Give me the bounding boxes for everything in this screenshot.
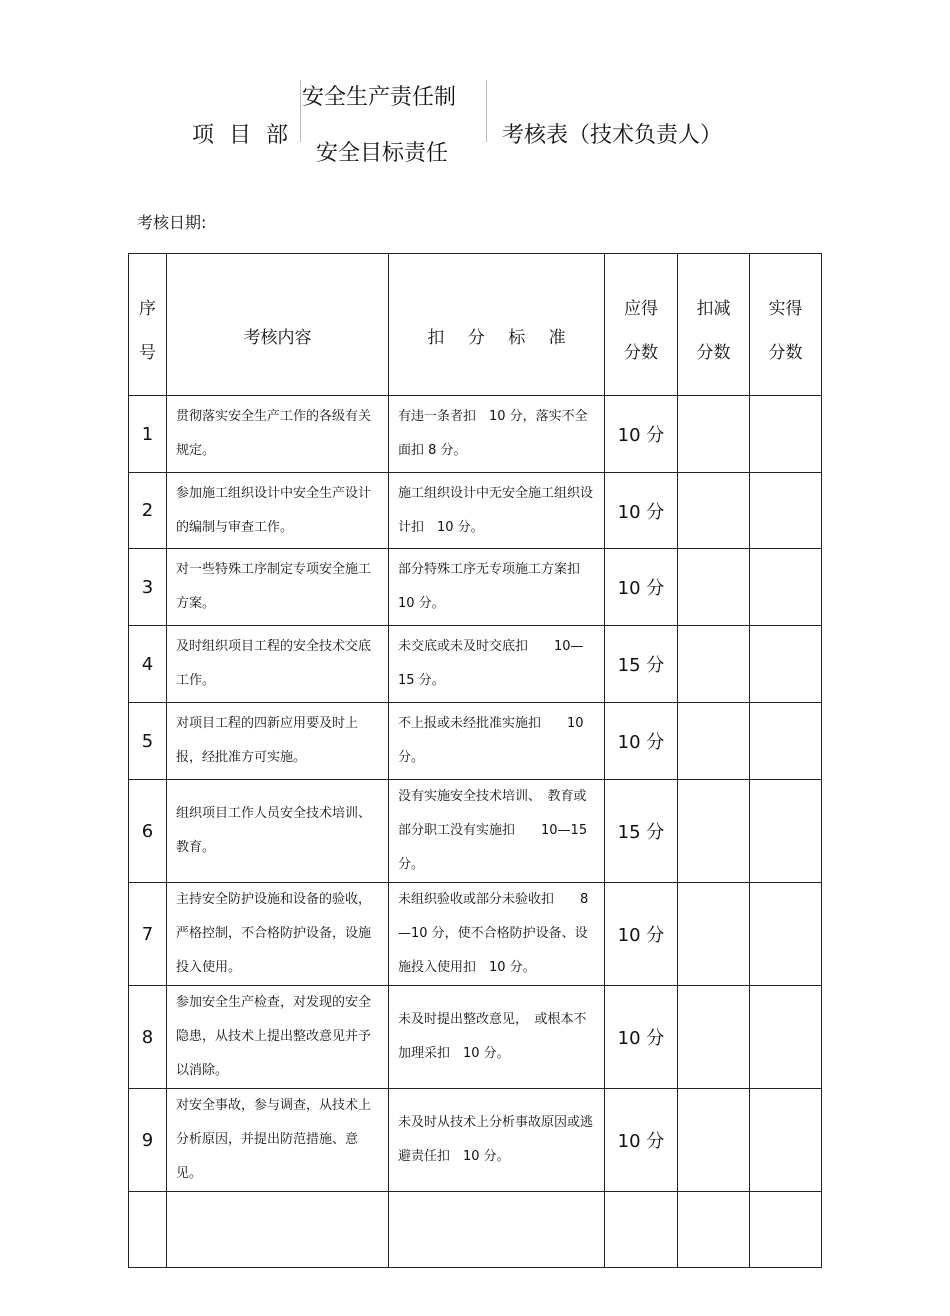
row-actual-points[interactable] [750, 549, 822, 626]
row-content: 主持安全防护设施和设备的验收，严格控制，不合格防护设备，设施投入使用。 [167, 883, 389, 986]
header-actual-line1: 实得 [768, 298, 803, 319]
row-content: 组织项目工作人员安全技术培训、教育。 [167, 780, 389, 883]
row-actual-points[interactable] [750, 396, 822, 473]
title-responsibility-system: 安全生产责任制 [302, 85, 457, 110]
row-deduct-points[interactable] [678, 883, 750, 986]
header-deduct-score [678, 254, 750, 396]
row-full-points: 15 分 [605, 626, 678, 703]
header-actual-score [750, 254, 822, 396]
assessment-table [128, 253, 822, 1268]
table-row [129, 883, 822, 986]
row-actual-points[interactable] [750, 1089, 822, 1192]
row-deduct-points[interactable] [678, 549, 750, 626]
row-deduct-points[interactable] [678, 396, 750, 473]
header-standard: 扣 分 标 准 [389, 254, 605, 396]
header-seq-line1: 序 [139, 298, 156, 319]
assessment-date-label: 考核日期: [137, 213, 207, 232]
row-full-points: 10 分 [605, 1089, 678, 1192]
header-content: 考核内容 [167, 254, 389, 396]
row-content: 对一些特殊工序制定专项安全施工方案。 [167, 549, 389, 626]
row-content: 对安全事故，参与调查，从技术上分析原因，并提出防范措施、意见。 [167, 1089, 389, 1192]
row-content: 参加施工组织设计中安全生产设计的编制与审查工作。 [167, 473, 389, 549]
row-full-points: 10 分 [605, 549, 678, 626]
row-number: 6 [129, 780, 167, 883]
header-full-score [605, 254, 678, 396]
header-actual-line2: 分数 [768, 342, 803, 363]
row-standard [389, 1192, 605, 1268]
row-deduct-points[interactable] [678, 703, 750, 780]
row-actual-points[interactable] [750, 883, 822, 986]
row-content: 贯彻落实安全生产工作的各级有关规定。 [167, 396, 389, 473]
row-actual-points[interactable] [750, 473, 822, 549]
row-full-points: 15 分 [605, 780, 678, 883]
row-actual-points[interactable] [750, 626, 822, 703]
row-deduct-points[interactable] [678, 1192, 750, 1268]
title-divider-left [300, 80, 301, 142]
row-number: 2 [129, 473, 167, 549]
row-standard: 未及时从技术上分析事故原因或逃避责任扣 10 分。 [389, 1089, 605, 1192]
row-full-points: 10 分 [605, 473, 678, 549]
table-row [129, 986, 822, 1089]
row-content: 对项目工程的四新应用要及时上报，经批准方可实施。 [167, 703, 389, 780]
row-number: 3 [129, 549, 167, 626]
table-row [129, 396, 822, 473]
row-standard: 施工组织设计中无安全施工组织设计扣 10 分。 [389, 473, 605, 549]
row-full-points [605, 1192, 678, 1268]
header-seq-line2: 号 [139, 342, 156, 363]
row-standard: 没有实施安全技术培训、 教育或部分职工没有实施扣 10—15 分。 [389, 780, 605, 883]
row-deduct-points[interactable] [678, 1089, 750, 1192]
row-standard: 不上报或未经批准实施扣 10 分。 [389, 703, 605, 780]
row-number: 8 [129, 986, 167, 1089]
table-row [129, 473, 822, 549]
row-number: 7 [129, 883, 167, 986]
row-number: 9 [129, 1089, 167, 1192]
row-number: 4 [129, 626, 167, 703]
header-deduct-line2: 分数 [696, 342, 731, 363]
row-number: 1 [129, 396, 167, 473]
row-content: 及时组织项目工程的安全技术交底工作。 [167, 626, 389, 703]
table-row [129, 1192, 822, 1268]
row-content: 参加安全生产检查，对发现的安全隐患，从技术上提出整改意见并予以消除。 [167, 986, 389, 1089]
row-actual-points[interactable] [750, 780, 822, 883]
row-actual-points[interactable] [750, 986, 822, 1089]
row-actual-points[interactable] [750, 703, 822, 780]
row-deduct-points[interactable] [678, 780, 750, 883]
header-seq [129, 254, 167, 396]
row-number [129, 1192, 167, 1268]
title-project-dept: 项 目 部 [192, 123, 292, 148]
row-full-points: 10 分 [605, 703, 678, 780]
title-target-responsibility: 安全目标责任 [316, 141, 449, 166]
title-divider-right [486, 80, 487, 142]
table-row [129, 549, 822, 626]
table-row [129, 703, 822, 780]
header-deduct-line1: 扣减 [696, 298, 731, 319]
header-full-line1: 应得 [624, 298, 658, 319]
table-row [129, 1089, 822, 1192]
table-row [129, 780, 822, 883]
row-number: 5 [129, 703, 167, 780]
row-standard: 有违一条者扣 10 分，落实不全面扣 8 分。 [389, 396, 605, 473]
row-deduct-points[interactable] [678, 626, 750, 703]
row-full-points: 10 分 [605, 883, 678, 986]
header-full-line2: 分数 [624, 342, 658, 363]
row-standard: 未及时提出整改意见， 或根本不加理采扣 10 分。 [389, 986, 605, 1089]
row-standard: 未交底或未及时交底扣 10—15 分。 [389, 626, 605, 703]
row-content [167, 1192, 389, 1268]
table-header-row [129, 254, 822, 396]
table-row [129, 626, 822, 703]
row-deduct-points[interactable] [678, 986, 750, 1089]
title-assessment-form: 考核表（技术负责人） [502, 123, 723, 148]
row-standard: 未组织验收或部分未验收扣 8—10 分，使不合格防护设备、设施投入使用扣 10 分。 [389, 883, 605, 986]
row-standard: 部分特殊工序无专项施工方案扣 10 分。 [389, 549, 605, 626]
row-full-points: 10 分 [605, 986, 678, 1089]
row-actual-points[interactable] [750, 1192, 822, 1268]
row-deduct-points[interactable] [678, 473, 750, 549]
row-full-points: 10 分 [605, 396, 678, 473]
